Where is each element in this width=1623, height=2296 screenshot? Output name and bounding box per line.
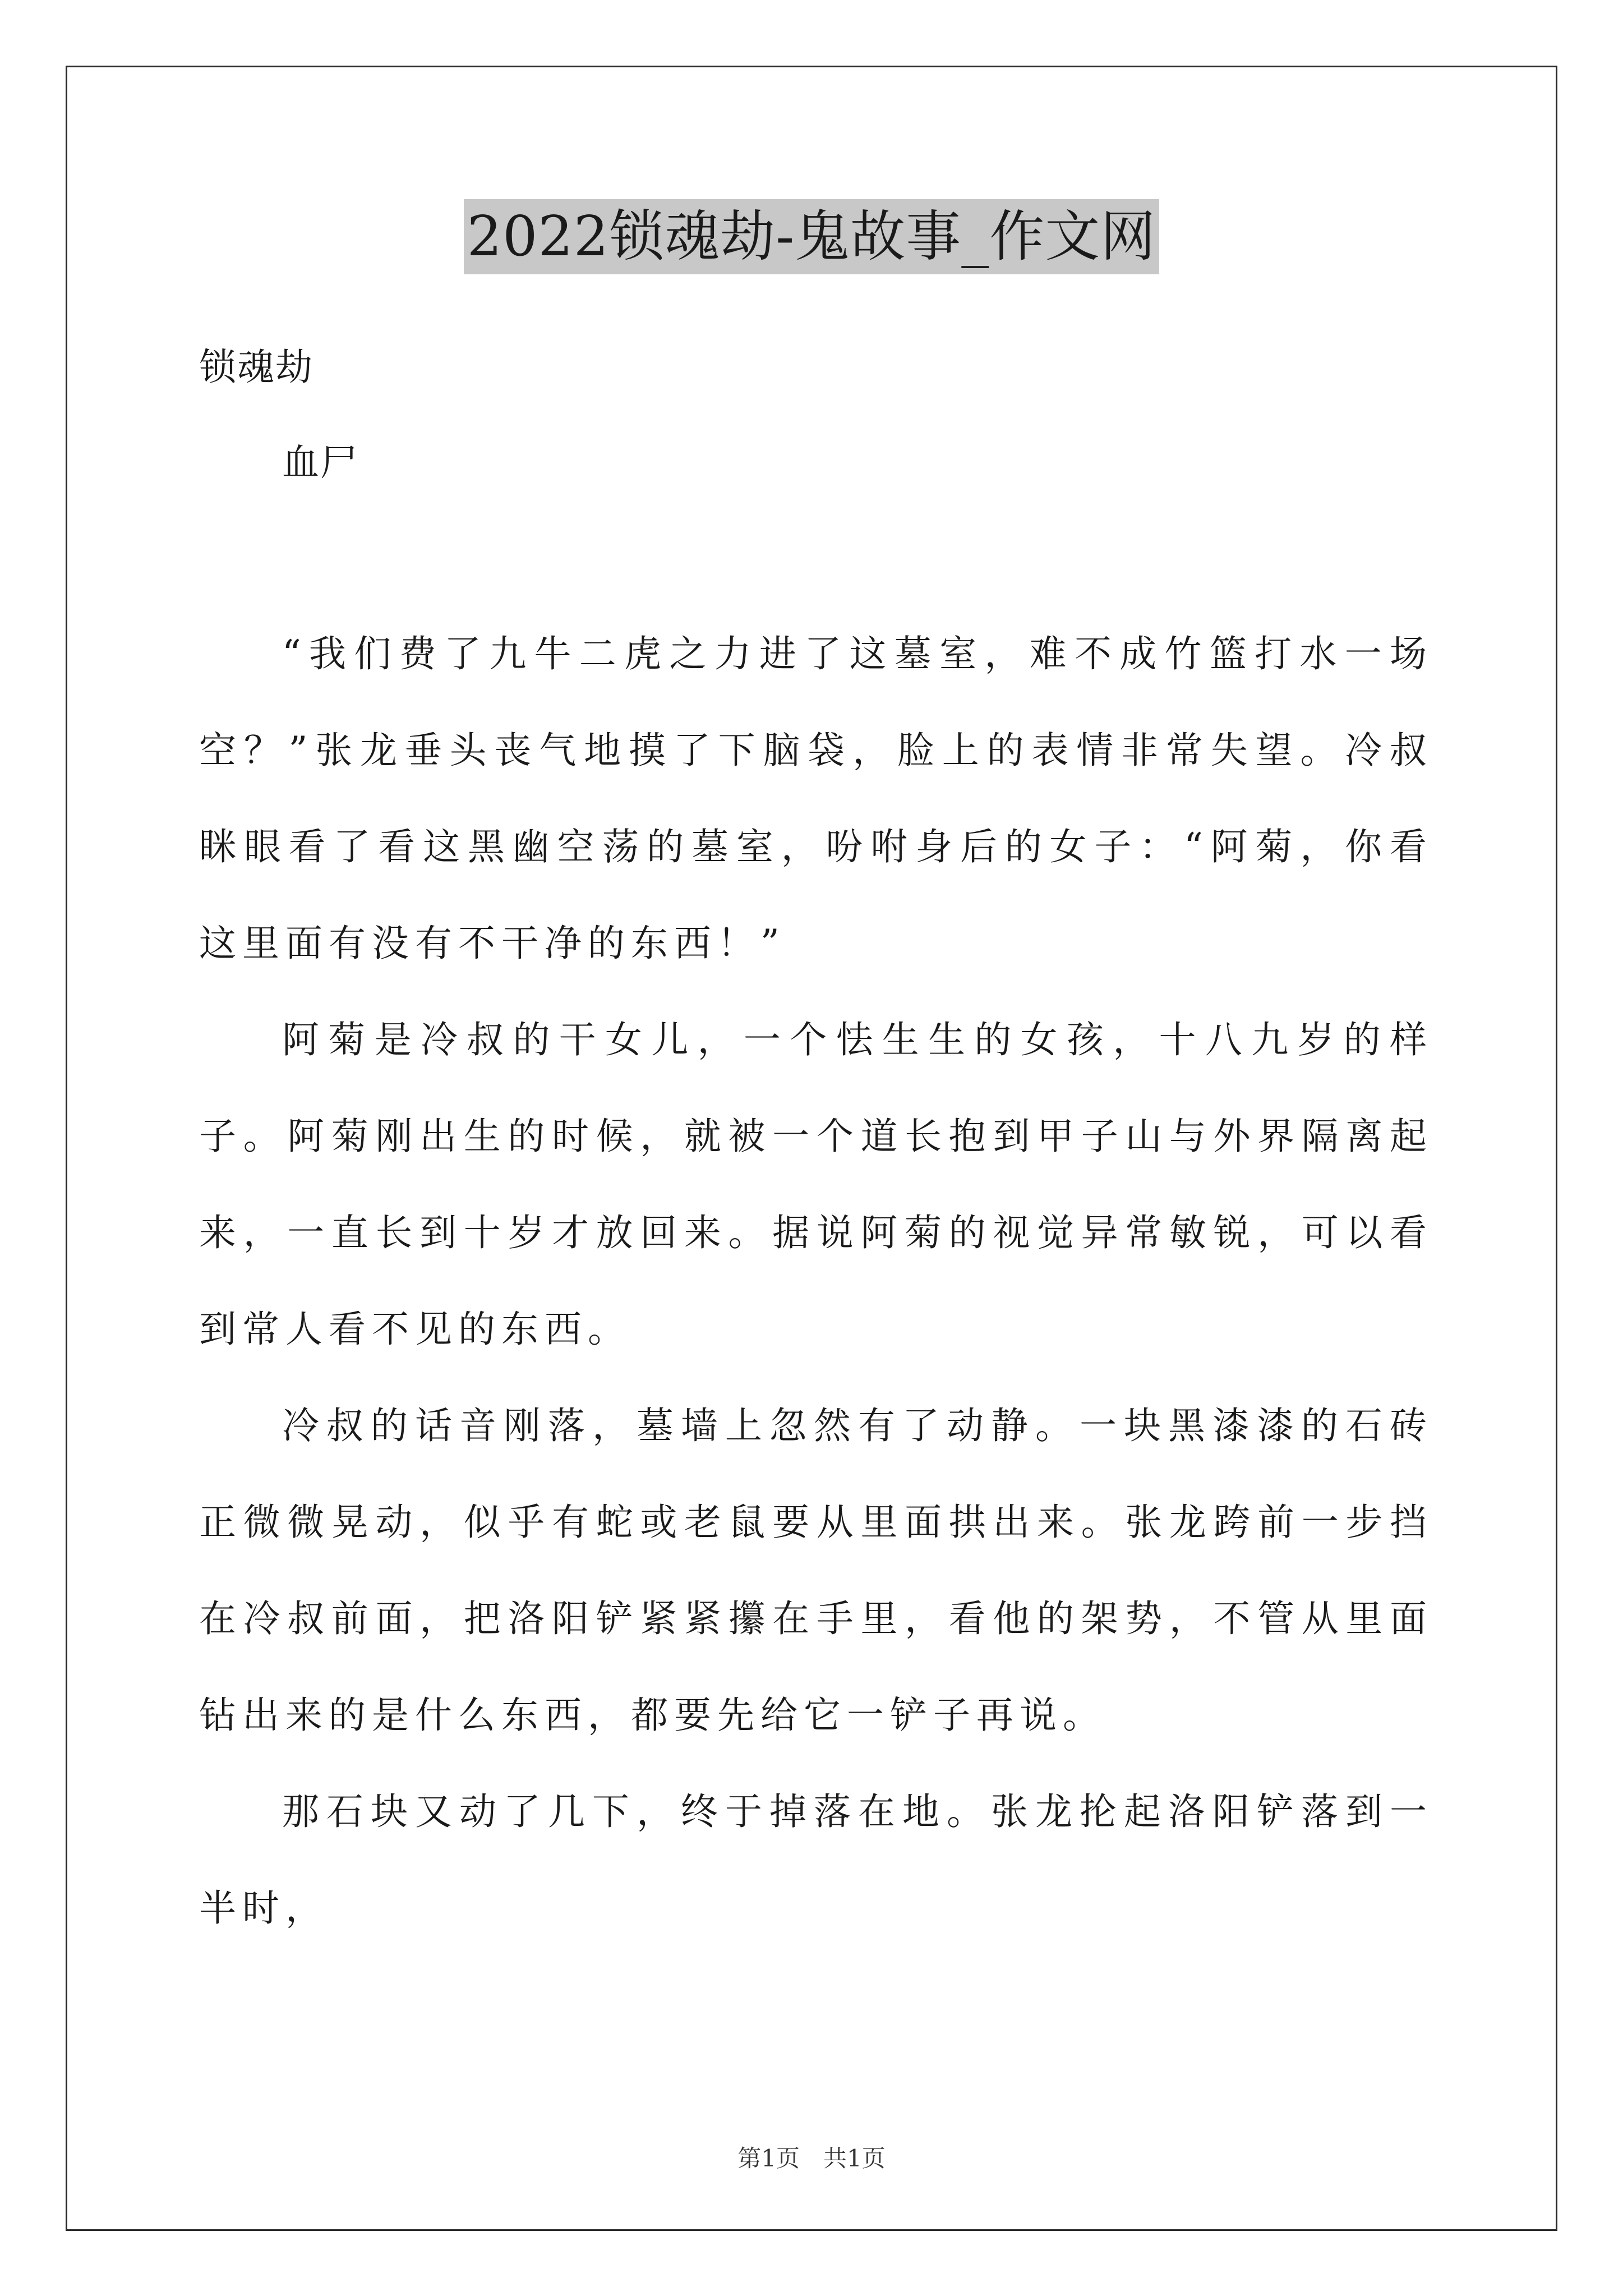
chapter-heading: 血尸 bbox=[282, 441, 358, 484]
document-body bbox=[199, 320, 1433, 1957]
paragraph: “我们费了九牛二虎之力进了这墓室，难不成竹篮打水一场空？”张龙垂头丧气地摸了下脑袋，脸上的表情非常失望。冷叔眯眼看了看这黑幽空荡的墓室，吩咐身后的女子：“阿菊，你看这里面有没有不干净的东西！” bbox=[199, 632, 1433, 965]
blank-line bbox=[199, 510, 1433, 606]
paragraph: 冷叔的话音刚落，墓墙上忽然有了动静。一块黑漆漆的石砖正微微晃动，似乎有蛇或老鼠要从里面拱出来。张龙跨前一步挡在冷叔前面，把洛阳铲紧紧攥在手里，看他的架势，不管从里面钻出来的是什么东西，都要先给它一铲子再说。 bbox=[199, 1404, 1433, 1737]
page-footer: 第1页 共1页 bbox=[737, 2145, 886, 2172]
paragraph: 阿菊是冷叔的干女儿，一个怯生生的女孩，十八九岁的样子。阿菊刚出生的时候，就被一个道长抱到甲子山与外界隔离起来，一直长到十岁才放回来。据说阿菊的视觉异常敏锐，可以看到常人看不见的东西。 bbox=[199, 1018, 1433, 1351]
title-container bbox=[0, 199, 1623, 274]
paragraph: 那石块又动了几下，终于掉落在地。张龙抡起洛阳铲落到一半时， bbox=[199, 1790, 1433, 1930]
story-heading: 锁魂劫 bbox=[199, 346, 313, 389]
document-title: 2022锁魂劫-鬼故事_作文网 bbox=[464, 199, 1160, 274]
